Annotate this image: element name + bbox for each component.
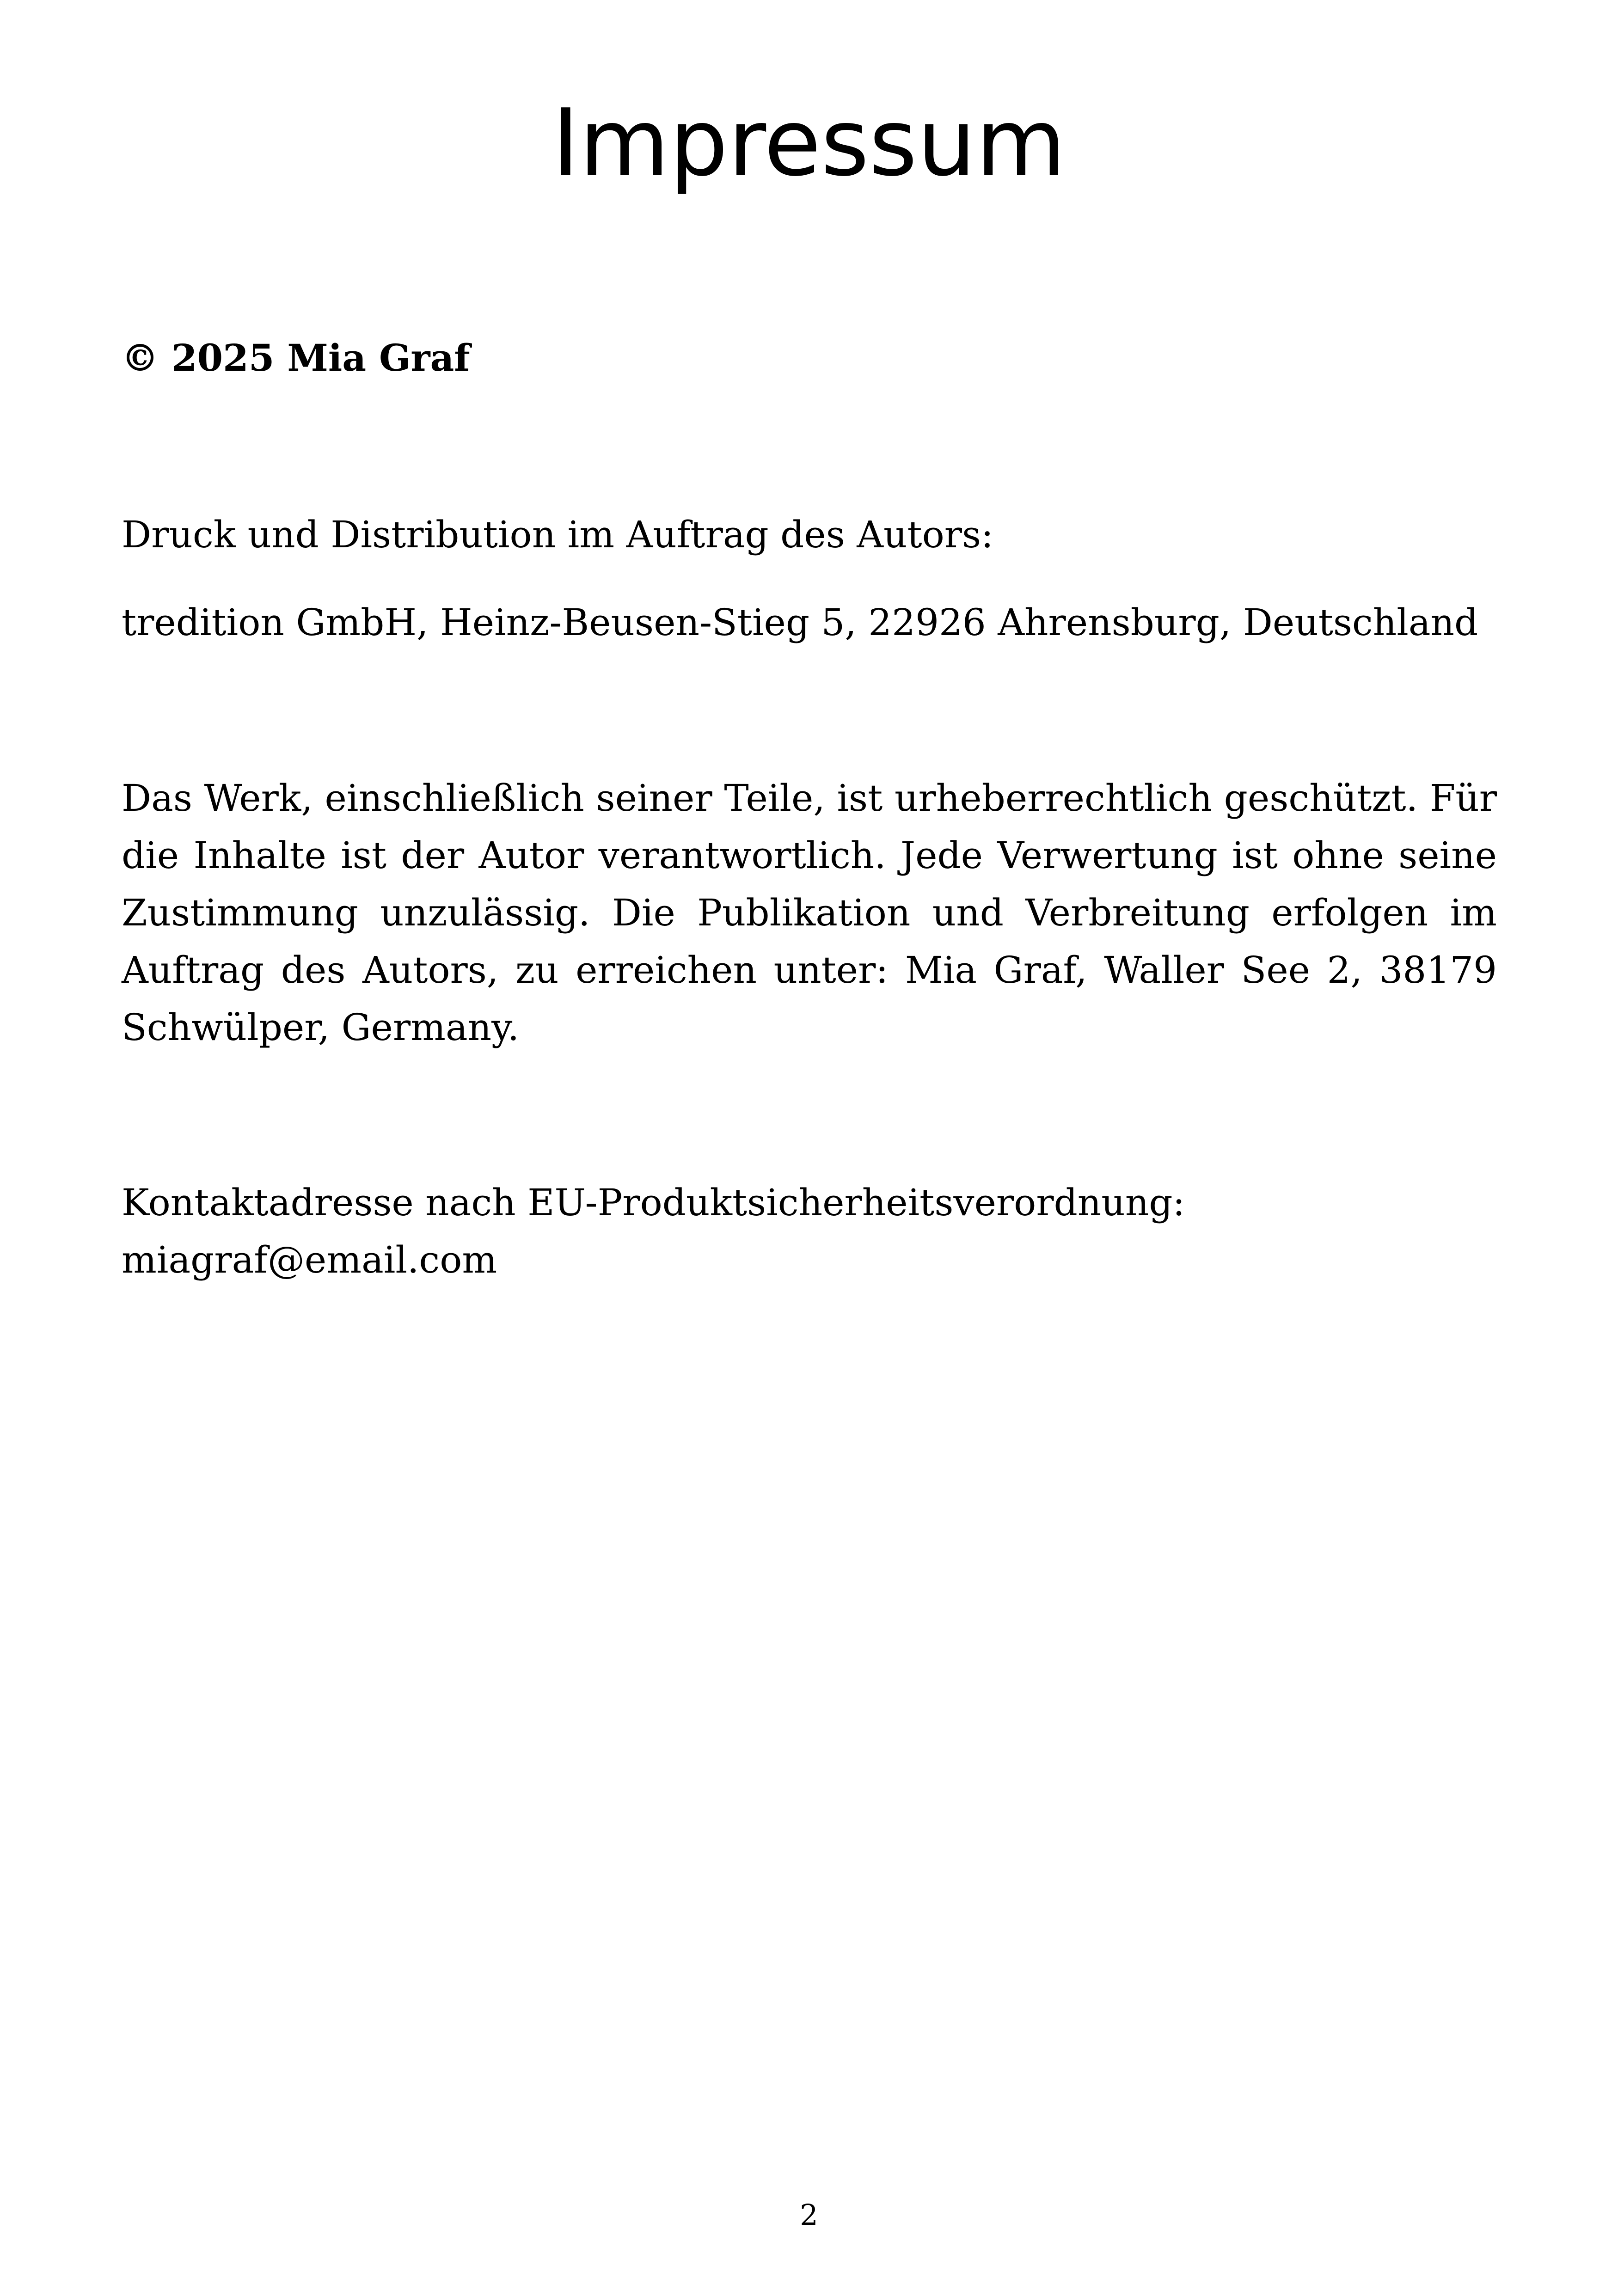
page-title: Impressum: [552, 89, 1066, 197]
contact-label: Kontaktadresse nach EU-Produktsicherheitsverordnung:: [122, 1181, 1185, 1224]
printer-intro: Druck und Distribution im Auftrag des Autors:: [122, 513, 994, 556]
rights-notice: Das Werk, einschließlich seiner Teile, ist urheberrechtlich geschützt. Für die Inhalte ist der Autor verantwortlich. Jede Verwertung ist ohne seine Zustimmung unzulässig. Die Publikation und Verbreitung erfolgen im Auftrag des Autors, zu erreichen unter: Mia Graf, Waller See 2, 38179 Schwülper, Germany.: [122, 777, 1497, 1049]
printer-address: tredition GmbH, Heinz-Beusen-Stieg 5, 22926 Ahrensburg, Deutschland: [122, 601, 1478, 644]
contact-email: miagraf@email.com: [122, 1238, 497, 1281]
contact-block: [122, 1174, 1497, 1289]
printer-block: [122, 506, 1497, 682]
page-number: 2: [800, 2198, 818, 2232]
copyright-notice: © 2025 Mia Graf: [122, 336, 470, 380]
